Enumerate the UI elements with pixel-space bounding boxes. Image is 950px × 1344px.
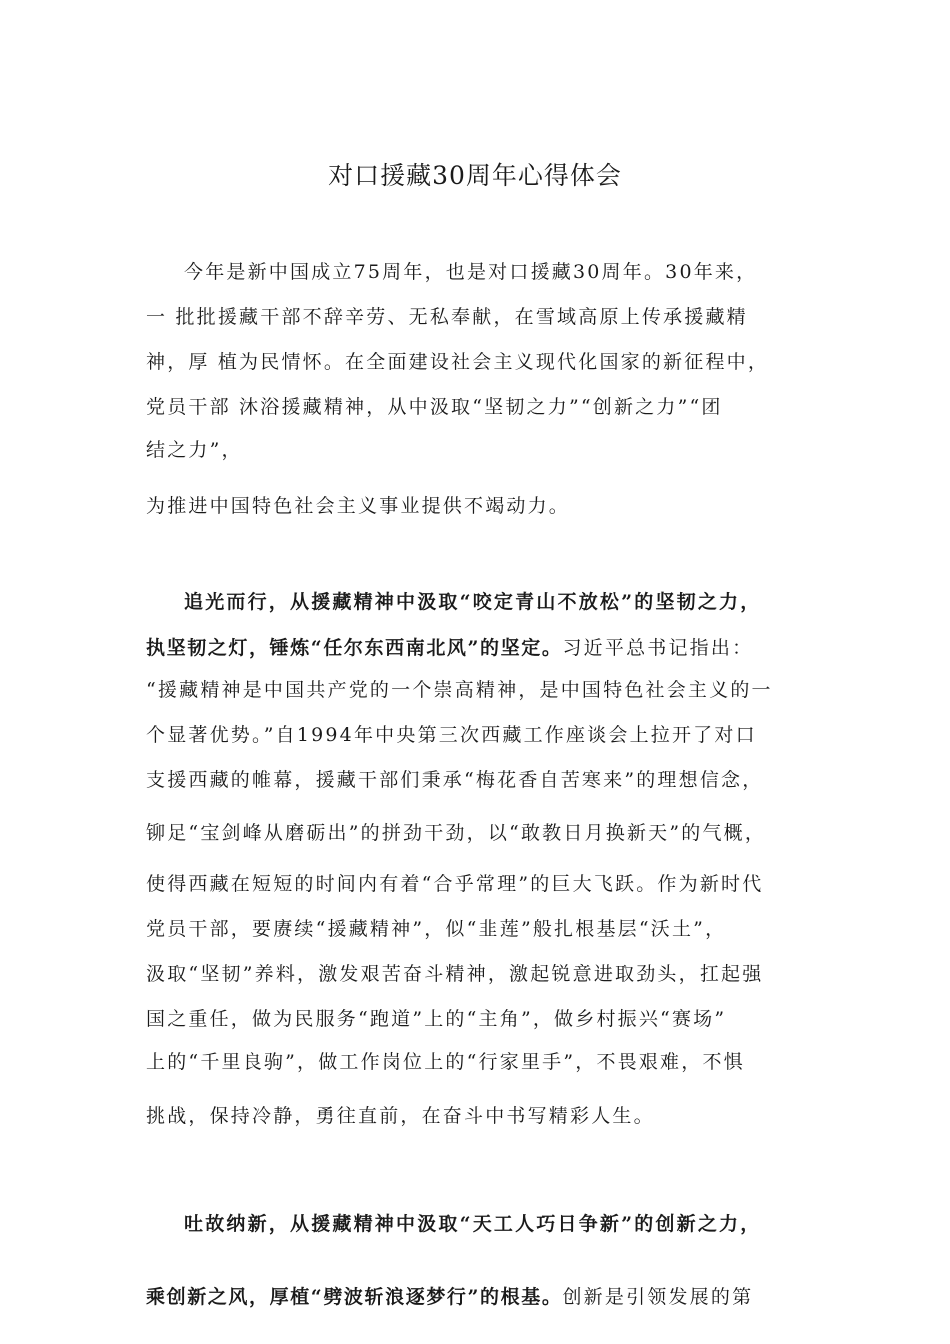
intro-line-3: 神，厚 植为民情怀。在全面建设社会主义现代化国家的新征程中， <box>146 351 770 373</box>
section2-heading-line2-bold: 乘创新之风，厚植“劈波斩浪逐梦行”的根基。 <box>146 1286 563 1308</box>
section1-line-8: 国之重任，做为民服务“跑道”上的“主角”，做乡村振兴“赛场” <box>146 1008 727 1030</box>
section1-line-10: 挑战，保持冷静，勇往直前，在奋斗中书写精彩人生。 <box>146 1105 655 1127</box>
section1-line-1: “援藏精神是中国共产党的一个崇高精神，是中国特色社会主义的一 <box>146 679 773 701</box>
intro-line-1: 今年是新中国成立75周年，也是对口援藏30周年。30年来， <box>184 261 758 283</box>
section1-line-4: 铆足“宝剑峰从磨砺出”的拼劲干劲，以“敢教日月换新天”的气概， <box>146 822 767 844</box>
section1-line-2: 个显著优势。”自1994年中央第三次西藏工作座谈会上拉开了对口 <box>146 724 757 746</box>
section1-heading-line1: 追光而行，从援藏精神中汲取“咬定青山不放松”的坚韧之力， <box>184 591 762 613</box>
section1-heading-line2 <box>146 626 812 670</box>
document-title: 对口援藏30周年心得体会 <box>328 161 622 190</box>
section1-line-3: 支援西藏的帷幕，援藏干部们秉承“梅花香自苦寒来”的理想信念， <box>146 769 764 791</box>
section1-line-5: 使得西藏在短短的时间内有着“合乎常理”的巨大飞跃。作为新时代 <box>146 873 764 895</box>
section1-heading-line2-bold: 执坚韧之灯，锤炼“任尔东西南北风”的坚定。 <box>146 637 563 659</box>
intro-line-5: 结之力”， <box>146 439 243 461</box>
intro-line-4: 党员干部 沐浴援藏精神，从中汲取“坚韧之力”“创新之力”“团 <box>146 396 723 418</box>
section1-heading-line2-rest: 习近平总书记指出： <box>562 637 754 659</box>
section1-line-7: 汲取“坚韧”养料，激发艰苦奋斗精神，激起锐意进取劲头，扛起强 <box>146 963 764 985</box>
section1-line-6: 党员干部，要赓续“援藏精神”，似“韭莲”般扎根基层“沃土”， <box>146 918 727 940</box>
section2-heading-line2 <box>146 1275 812 1319</box>
section1-line-9: 上的“千里良驹”，做工作岗位上的“行家里手”，不畏艰难，不惧 <box>146 1051 745 1073</box>
section2-heading-line2-rest: 创新是引领发展的第 <box>562 1286 754 1308</box>
intro-closing: 为推进中国特色社会主义事业提供不竭动力。 <box>146 495 571 517</box>
section2-heading-line1: 吐故纳新，从援藏精神中汲取“天工人巧日争新”的创新之力， <box>184 1213 762 1235</box>
intro-line-2: 一 批批援藏干部不辞辛劳、无私奉献，在雪域高原上传承援藏精 <box>146 306 748 328</box>
